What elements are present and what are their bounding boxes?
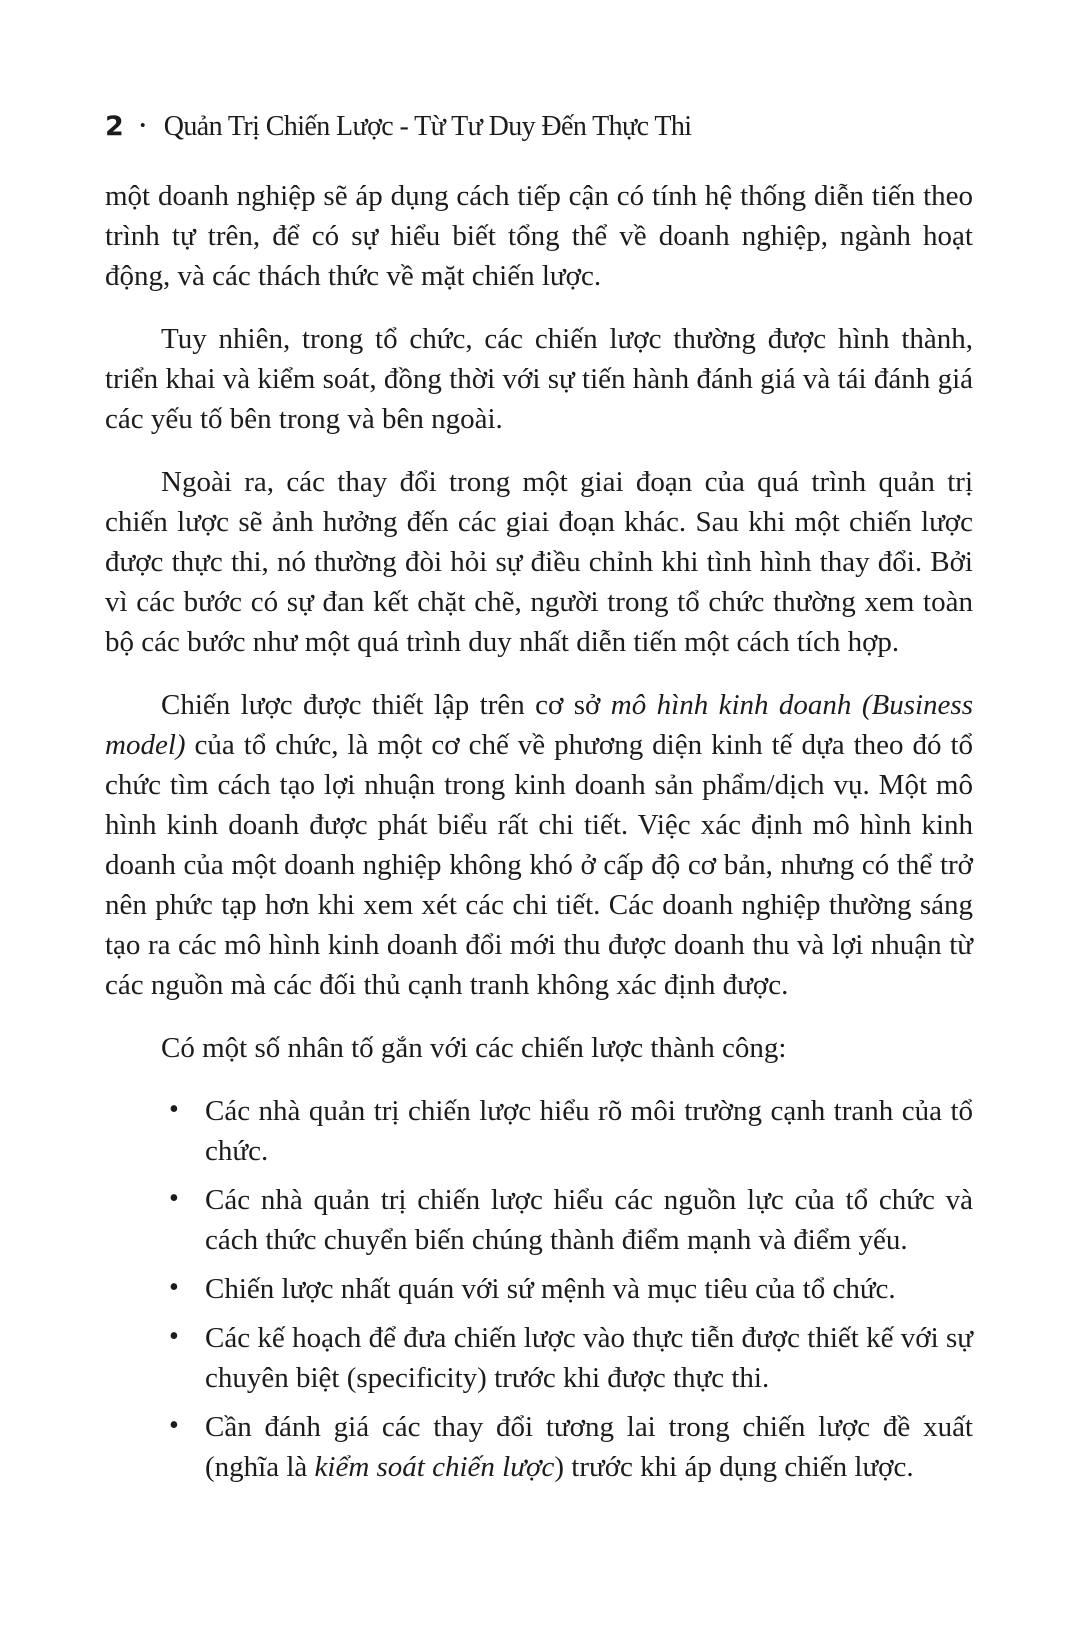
text-segment: của tổ chức, là một cơ chế về phương diện kinh tế dựa theo đó tổ chức tìm cách tạo lợi nhuận trong kinh doanh sản phẩm/dịch vụ. Một mô hình kinh doanh được phát biểu rất chi tiết. Việc xác định mô hình kinh doanh của một doanh nghiệp không khó ở cấp độ cơ bản, nhưng có thể trở nên phức tạp hơn khi xem xét các chi tiết. Các doanh nghiệp thường sáng tạo ra các mô hình kinh doanh đổi mới thu được doanh thu và lợi nhuận từ các nguồn mà các đối thủ cạnh tranh không xác định được. [105,729,973,1001]
paragraph [105,1028,973,1068]
text-segment: Ngoài ra, các thay đổi trong một giai đoạn của quá trình quản trị chiến lược sẽ ảnh hưởng đến các giai đoạn khác. Sau khi một chiến lược được thực thi, nó thường đòi hỏi sự điều chỉnh khi tình hình thay đổi. Bởi vì các bước có sự đan kết chặt chẽ, người trong tổ chức thường xem toàn bộ các bước như một quá trình duy nhất diễn tiến một cách tích hợp. [105,466,973,658]
text-segment: Các kế hoạch để đưa chiến lược vào thực tiễn được thiết kế với sự chuyên biệt (specificity) trước khi được thực thi. [205,1322,973,1394]
bullet-icon: • [169,1094,179,1125]
text-segment: Cần đánh giá các thay đổi tương lai trong chiến lược đề xuất (nghĩa là [205,1411,973,1483]
bullet-icon: • [169,1321,179,1352]
bullet-icon: • [169,1272,179,1303]
list-item [105,1180,973,1260]
text-segment: Chiến lược nhất quán với sứ mệnh và mục tiêu của tổ chức. [205,1273,896,1305]
success-factors-list [105,1091,973,1487]
list-item [105,1318,973,1398]
page-number: 2 [105,111,124,142]
paragraph [105,462,973,662]
page-body [105,176,973,1496]
text-segment: ) trước khi áp dụng chiến lược. [554,1451,914,1483]
paragraph [105,176,973,296]
bullet-icon: • [169,1410,179,1441]
text-segment: Các nhà quản trị chiến lược hiểu các nguồn lực của tổ chức và cách thức chuyển biến chúng thành điểm mạnh và điểm yếu. [205,1184,973,1256]
bullet-icon: • [169,1183,179,1214]
book-title: Quản Trị Chiến Lược - Từ Tư Duy Đến Thực Thi [163,111,692,142]
text-segment: Có một số nhân tố gắn với các chiến lược thành công: [161,1032,787,1064]
list-item [105,1269,973,1309]
header-separator-dot: • [139,116,146,135]
text-segment: một doanh nghiệp sẽ áp dụng cách tiếp cận có tính hệ thống diễn tiến theo trình tự trên, để có sự hiểu biết tổng thể về doanh nghiệp, ngành hoạt động, và các thách thức về mặt chiến lược. [105,180,973,292]
text-segment-italic: kiểm soát chiến lược [314,1451,555,1483]
running-header [105,110,975,147]
text-segment: Chiến lược được thiết lập trên cơ sở [161,689,611,721]
text-segment: Tuy nhiên, trong tổ chức, các chiến lược thường được hình thành, triển khai và kiểm soát, đồng thời với sự tiến hành đánh giá và tái đánh giá các yếu tố bên trong và bên ngoài. [105,323,973,435]
list-item [105,1407,973,1487]
paragraph [105,685,973,1005]
text-segment: Các nhà quản trị chiến lược hiểu rõ môi trường cạnh tranh của tổ chức. [205,1095,973,1167]
paragraph [105,319,973,439]
text-segment-italic: mô hình kinh doanh (Business model) [105,689,973,761]
list-item [105,1091,973,1171]
